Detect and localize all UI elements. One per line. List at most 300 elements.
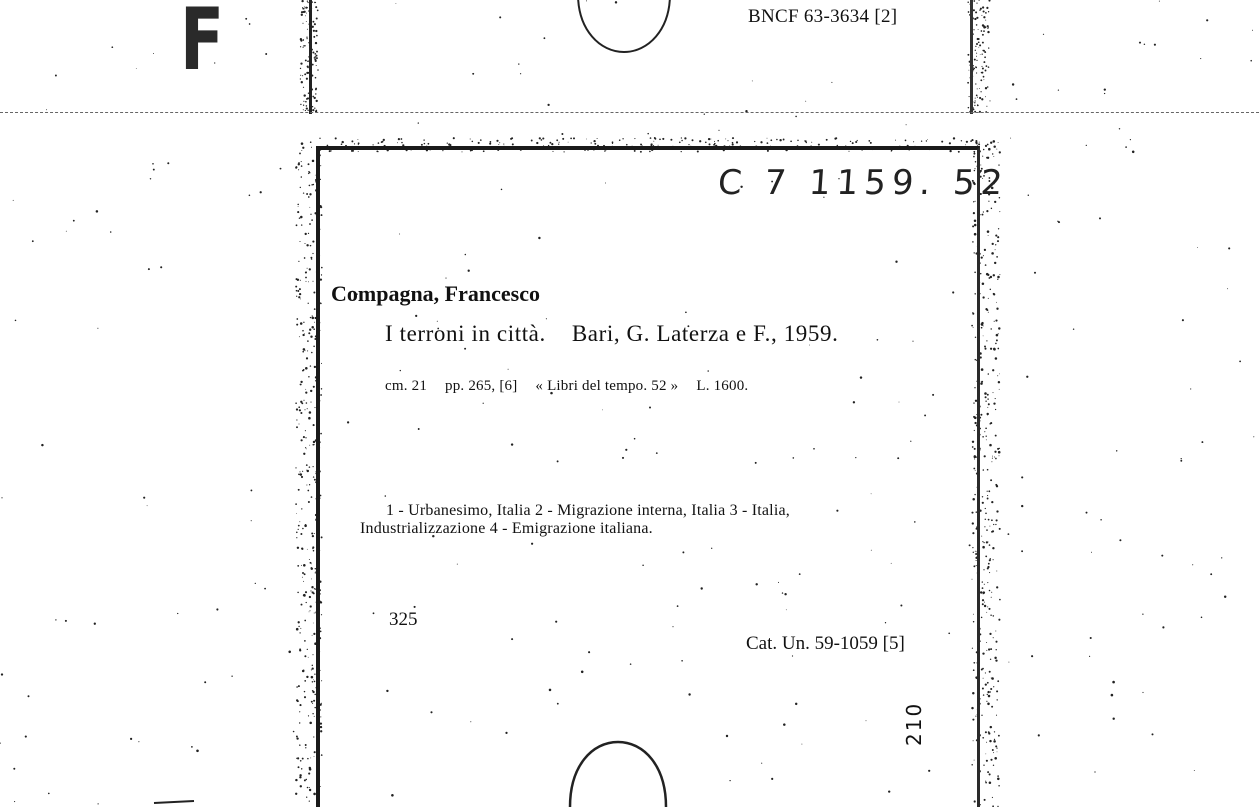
noise-dot bbox=[264, 588, 266, 590]
noise-dot bbox=[311, 352, 313, 354]
noise-dot bbox=[986, 439, 987, 440]
noise-dot bbox=[297, 211, 299, 213]
noise-dot bbox=[556, 139, 558, 141]
noise-dot bbox=[314, 533, 315, 534]
noise-dot bbox=[1090, 637, 1092, 639]
noise-dot bbox=[304, 525, 307, 528]
noise-dot bbox=[1151, 733, 1153, 735]
noise-dot bbox=[727, 140, 728, 141]
noise-dot bbox=[988, 403, 990, 405]
noise-dot bbox=[978, 29, 979, 30]
noise-dot bbox=[308, 657, 309, 658]
noise-dot bbox=[1112, 681, 1115, 684]
noise-dot bbox=[295, 503, 297, 505]
noise-dot bbox=[1012, 83, 1014, 85]
noise-dot bbox=[94, 623, 96, 625]
noise-dot bbox=[995, 641, 997, 643]
noise-dot bbox=[1038, 734, 1040, 736]
noise-dot bbox=[997, 240, 999, 242]
noise-dot bbox=[993, 293, 995, 295]
noise-dot bbox=[303, 45, 305, 47]
noise-dot bbox=[998, 451, 1001, 454]
noise-dot bbox=[1142, 692, 1143, 693]
noise-dot bbox=[298, 169, 299, 170]
noise-dot bbox=[1125, 146, 1127, 148]
noise-dot bbox=[311, 533, 313, 535]
noise-dot bbox=[988, 312, 989, 313]
noise-dot bbox=[1194, 770, 1195, 771]
noise-dot bbox=[984, 56, 986, 58]
noise-dot bbox=[335, 137, 337, 139]
noise-dot bbox=[659, 138, 661, 140]
noise-dot bbox=[987, 31, 989, 33]
noise-dot bbox=[1016, 98, 1018, 100]
noise-dot bbox=[981, 98, 983, 100]
noise-dot bbox=[973, 0, 975, 2]
noise-dot bbox=[311, 669, 312, 670]
noise-dot bbox=[300, 322, 303, 325]
noise-dot bbox=[906, 124, 907, 125]
noise-dot bbox=[312, 315, 313, 316]
noise-dot bbox=[982, 6, 984, 8]
catalog-reference: Cat. Un. 59-1059 [5] bbox=[746, 633, 905, 654]
noise-dot bbox=[767, 138, 768, 139]
book-series: « Libri del tempo. 52 » bbox=[535, 378, 679, 394]
noise-dot bbox=[974, 102, 975, 103]
noise-dot bbox=[306, 448, 307, 449]
noise-dot bbox=[1161, 555, 1163, 557]
noise-dot bbox=[297, 592, 299, 594]
noise-dot bbox=[310, 605, 312, 607]
physical-description bbox=[385, 378, 766, 395]
noise-dot bbox=[986, 529, 988, 531]
noise-dot bbox=[305, 744, 307, 746]
book-pages: pp. 265, [6] bbox=[445, 378, 518, 394]
noise-dot bbox=[300, 760, 302, 762]
noise-dot bbox=[990, 348, 992, 350]
noise-dot bbox=[994, 262, 996, 264]
noise-dot bbox=[998, 785, 1000, 787]
noise-dot bbox=[983, 678, 984, 679]
noise-dot bbox=[927, 139, 928, 140]
noise-dot bbox=[974, 105, 975, 106]
noise-dot bbox=[308, 233, 309, 234]
noise-dot bbox=[312, 635, 313, 636]
noise-dot bbox=[296, 628, 299, 631]
noise-dot bbox=[299, 776, 301, 778]
noise-dot bbox=[152, 163, 154, 165]
noise-dot bbox=[15, 320, 17, 322]
noise-dot bbox=[428, 143, 430, 145]
noise-dot bbox=[312, 281, 313, 282]
noise-dot bbox=[997, 680, 999, 682]
noise-dot bbox=[977, 97, 978, 98]
noise-dot bbox=[302, 572, 304, 574]
noise-dot bbox=[298, 685, 300, 687]
noise-dot bbox=[307, 350, 308, 351]
noise-dot bbox=[992, 243, 994, 245]
noise-dot bbox=[986, 106, 987, 107]
noise-dot bbox=[1201, 617, 1203, 619]
noise-dot bbox=[313, 679, 314, 680]
noise-dot bbox=[714, 141, 715, 142]
noise-dot bbox=[995, 524, 996, 525]
noise-dot bbox=[996, 302, 997, 303]
noise-dot bbox=[299, 744, 301, 746]
noise-dot bbox=[303, 192, 304, 193]
noise-dot bbox=[447, 142, 448, 143]
noise-dot bbox=[987, 274, 989, 276]
noise-dot bbox=[301, 14, 303, 16]
noise-dot bbox=[850, 141, 851, 142]
noise-dot bbox=[985, 754, 986, 755]
noise-dot bbox=[558, 144, 559, 145]
noise-dot bbox=[857, 140, 858, 141]
noise-dot bbox=[983, 336, 984, 337]
noise-dot bbox=[313, 424, 315, 426]
subject-headings bbox=[360, 502, 970, 538]
noise-dot bbox=[308, 196, 310, 198]
noise-dot bbox=[1, 673, 3, 675]
noise-dot bbox=[993, 637, 994, 638]
noise-dot bbox=[314, 716, 315, 717]
noise-dot bbox=[974, 59, 976, 61]
noise-dot bbox=[305, 367, 308, 370]
noise-dot bbox=[997, 276, 1000, 279]
noise-dot bbox=[306, 37, 307, 38]
noise-dot bbox=[299, 711, 300, 712]
noise-dot bbox=[1119, 539, 1121, 541]
noise-dot bbox=[999, 151, 1001, 153]
noise-dot bbox=[311, 258, 312, 259]
noise-dot bbox=[985, 145, 987, 147]
noise-dot bbox=[308, 332, 310, 334]
noise-dot bbox=[984, 602, 985, 603]
noise-dot bbox=[995, 659, 997, 661]
noise-dot bbox=[300, 104, 301, 105]
book-size: cm. 21 bbox=[385, 378, 428, 394]
noise-dot bbox=[251, 520, 252, 521]
noise-dot bbox=[305, 747, 306, 748]
noise-dot bbox=[1113, 718, 1115, 720]
noise-dot bbox=[992, 153, 993, 154]
noise-dot bbox=[308, 281, 309, 282]
noise-dot bbox=[980, 8, 982, 10]
noise-dot bbox=[975, 83, 976, 84]
noise-dot bbox=[312, 184, 314, 186]
noise-dot bbox=[981, 327, 983, 329]
subject-line-1: 1 - Urbanesimo, Italia 2 - Migrazione interna, Italia 3 - Italia, bbox=[386, 502, 790, 519]
card-separator-line bbox=[0, 112, 1259, 113]
noise-dot bbox=[300, 412, 302, 414]
noise-dot bbox=[308, 303, 309, 304]
noise-dot bbox=[302, 471, 303, 472]
noise-dot bbox=[305, 101, 307, 103]
noise-dot bbox=[301, 142, 304, 145]
noise-dot bbox=[309, 484, 310, 485]
noise-dot bbox=[975, 46, 976, 47]
noise-dot bbox=[401, 138, 403, 140]
noise-dot bbox=[304, 680, 306, 682]
noise-dot bbox=[699, 140, 701, 142]
noise-dot bbox=[991, 252, 994, 255]
noise-dot bbox=[300, 785, 302, 787]
noise-dot bbox=[1154, 44, 1156, 46]
noise-dot bbox=[990, 634, 991, 635]
noise-dot bbox=[982, 587, 984, 589]
noise-dot bbox=[619, 139, 621, 141]
noise-dot bbox=[309, 611, 310, 612]
noise-dot bbox=[975, 140, 977, 142]
noise-dot bbox=[983, 591, 986, 594]
noise-dot bbox=[312, 665, 313, 666]
noise-dot bbox=[573, 137, 575, 139]
noise-dot bbox=[989, 444, 992, 447]
noise-dot bbox=[303, 101, 304, 102]
noise-dot bbox=[300, 381, 302, 383]
noise-dot bbox=[296, 532, 298, 534]
noise-dot bbox=[311, 326, 314, 329]
noise-dot bbox=[309, 596, 311, 598]
noise-dot bbox=[983, 211, 984, 212]
noise-dot bbox=[995, 343, 997, 345]
noise-dot bbox=[300, 187, 301, 188]
noise-dot bbox=[510, 138, 512, 140]
noise-dot bbox=[536, 142, 538, 144]
noise-dot bbox=[710, 139, 711, 140]
noise-dot bbox=[1091, 552, 1092, 553]
noise-dot bbox=[308, 376, 310, 378]
noise-dot bbox=[313, 736, 314, 737]
noise-dot bbox=[311, 563, 312, 564]
noise-dot bbox=[982, 54, 983, 55]
noise-dot bbox=[300, 533, 302, 535]
noise-dot bbox=[311, 147, 312, 148]
noise-dot bbox=[496, 140, 498, 142]
noise-dot bbox=[305, 277, 307, 279]
noise-dot bbox=[1100, 519, 1102, 521]
noise-dot bbox=[982, 156, 983, 157]
noise-dot bbox=[98, 803, 99, 804]
noise-dot bbox=[1111, 694, 1114, 697]
noise-dot bbox=[307, 490, 309, 492]
noise-dot bbox=[980, 273, 982, 275]
noise-dot bbox=[990, 558, 991, 559]
noise-dot bbox=[995, 409, 996, 410]
noise-dot bbox=[489, 143, 491, 145]
noise-dot bbox=[725, 138, 726, 139]
noise-dot bbox=[55, 75, 57, 77]
noise-dot bbox=[995, 357, 998, 360]
noise-dot bbox=[313, 623, 314, 624]
noise-dot bbox=[303, 436, 305, 438]
noise-dot bbox=[855, 141, 857, 143]
noise-dot bbox=[992, 369, 994, 371]
noise-dot bbox=[1007, 533, 1009, 535]
noise-dot bbox=[498, 144, 499, 145]
punch-hole-bottom-icon bbox=[566, 738, 670, 807]
noise-dot bbox=[992, 547, 994, 549]
noise-dot bbox=[988, 648, 990, 650]
noise-dot bbox=[299, 152, 301, 154]
noise-dot bbox=[987, 469, 989, 471]
noise-dot bbox=[300, 298, 301, 299]
noise-dot bbox=[309, 185, 311, 187]
noise-dot bbox=[986, 612, 987, 613]
noise-dot bbox=[975, 100, 976, 101]
noise-dot bbox=[1028, 195, 1029, 196]
noise-dot bbox=[983, 76, 985, 78]
noise-dot bbox=[296, 296, 297, 297]
noise-dot bbox=[298, 626, 299, 627]
noise-dot bbox=[310, 562, 312, 564]
noise-dot bbox=[975, 11, 977, 13]
noise-dot bbox=[311, 578, 312, 579]
noise-dot bbox=[976, 24, 978, 26]
noise-dot bbox=[978, 38, 980, 40]
noise-dot bbox=[982, 502, 984, 504]
noise-dot bbox=[280, 168, 282, 170]
noise-dot bbox=[996, 339, 998, 341]
noise-dot bbox=[313, 441, 315, 443]
noise-dot bbox=[46, 109, 47, 110]
noise-dot bbox=[298, 163, 300, 165]
noise-dot bbox=[302, 8, 304, 10]
noise-dot bbox=[992, 749, 994, 751]
noise-dot bbox=[994, 657, 996, 659]
noise-dot bbox=[542, 137, 544, 139]
noise-dot bbox=[97, 328, 98, 329]
noise-dot bbox=[1, 497, 2, 498]
noise-dot bbox=[306, 602, 307, 603]
noise-dot bbox=[981, 715, 982, 716]
noise-dot bbox=[1058, 89, 1059, 90]
noise-dot bbox=[309, 722, 312, 725]
noise-dot bbox=[998, 327, 1000, 329]
noise-dot bbox=[453, 137, 455, 139]
noise-dot bbox=[296, 318, 298, 320]
noise-dot bbox=[978, 41, 980, 43]
noise-dot bbox=[993, 402, 995, 404]
noise-dot bbox=[1190, 388, 1191, 389]
noise-dot bbox=[982, 42, 984, 44]
noise-dot bbox=[297, 290, 299, 292]
noise-dot bbox=[989, 572, 990, 573]
noise-dot bbox=[480, 139, 482, 141]
noise-dot bbox=[96, 210, 99, 213]
noise-dot bbox=[987, 398, 988, 399]
noise-dot bbox=[301, 81, 303, 83]
noise-dot bbox=[401, 142, 402, 143]
noise-dot bbox=[985, 87, 987, 89]
noise-dot bbox=[314, 322, 315, 323]
noise-dot bbox=[977, 88, 978, 89]
noise-dot bbox=[310, 390, 312, 392]
noise-dot bbox=[992, 797, 993, 798]
noise-dot bbox=[310, 402, 311, 403]
noise-dot bbox=[296, 699, 298, 701]
noise-dot bbox=[953, 137, 955, 139]
noise-dot bbox=[305, 437, 306, 438]
noise-dot bbox=[398, 138, 400, 140]
noise-dot bbox=[313, 466, 314, 467]
catalog-card bbox=[316, 146, 980, 807]
noise-dot bbox=[990, 289, 991, 290]
noise-dot bbox=[989, 526, 990, 527]
noise-dot bbox=[313, 328, 315, 330]
noise-dot bbox=[298, 296, 300, 298]
noise-dot bbox=[204, 681, 206, 683]
noise-dot bbox=[312, 713, 313, 714]
noise-dot bbox=[983, 149, 985, 151]
noise-dot bbox=[990, 328, 991, 329]
noise-dot bbox=[312, 241, 314, 243]
noise-dot bbox=[976, 60, 977, 61]
noise-dot bbox=[310, 757, 311, 758]
scan-edge-mark bbox=[150, 795, 200, 807]
noise-dot bbox=[302, 351, 304, 353]
noise-dot bbox=[1021, 505, 1023, 507]
noise-dot bbox=[997, 375, 998, 376]
noise-dot bbox=[754, 141, 755, 142]
noise-dot bbox=[503, 144, 504, 145]
noise-dot bbox=[299, 409, 301, 411]
noise-dot bbox=[304, 691, 305, 692]
noise-dot bbox=[984, 249, 986, 251]
noise-dot bbox=[985, 555, 987, 557]
noise-dot bbox=[311, 219, 313, 221]
noise-dot bbox=[993, 140, 996, 143]
noise-dot bbox=[1104, 93, 1105, 94]
noise-dot bbox=[306, 402, 308, 404]
noise-dot bbox=[688, 144, 689, 145]
noise-dot bbox=[779, 139, 781, 141]
noise-dot bbox=[304, 655, 306, 657]
noise-dot bbox=[998, 142, 999, 143]
noise-dot bbox=[13, 200, 14, 201]
noise-dot bbox=[990, 659, 991, 660]
noise-dot bbox=[65, 620, 67, 622]
noise-dot bbox=[1119, 128, 1120, 129]
noise-dot bbox=[982, 687, 984, 689]
noise-dot bbox=[245, 18, 247, 20]
noise-dot bbox=[949, 142, 951, 144]
noise-dot bbox=[985, 672, 986, 673]
noise-dot bbox=[301, 547, 303, 549]
noise-dot bbox=[298, 206, 299, 207]
noise-dot bbox=[995, 458, 997, 460]
noise-dot bbox=[826, 139, 828, 141]
noise-dot bbox=[988, 235, 989, 236]
noise-dot bbox=[987, 694, 988, 695]
noise-dot bbox=[985, 20, 986, 21]
noise-dot bbox=[976, 3, 977, 4]
book-price: L. 1600. bbox=[696, 378, 749, 394]
noise-dot bbox=[299, 632, 300, 633]
noise-dot bbox=[561, 133, 563, 135]
noise-dot bbox=[311, 586, 313, 588]
noise-dot bbox=[991, 677, 994, 680]
noise-dot bbox=[986, 436, 987, 437]
noise-dot bbox=[991, 461, 992, 462]
noise-dot bbox=[992, 458, 993, 459]
noise-dot bbox=[985, 264, 987, 266]
noise-dot bbox=[999, 599, 1001, 601]
noise-dot bbox=[296, 408, 298, 410]
noise-dot bbox=[300, 628, 301, 629]
noise-dot bbox=[1010, 138, 1011, 139]
noise-dot bbox=[987, 407, 988, 408]
